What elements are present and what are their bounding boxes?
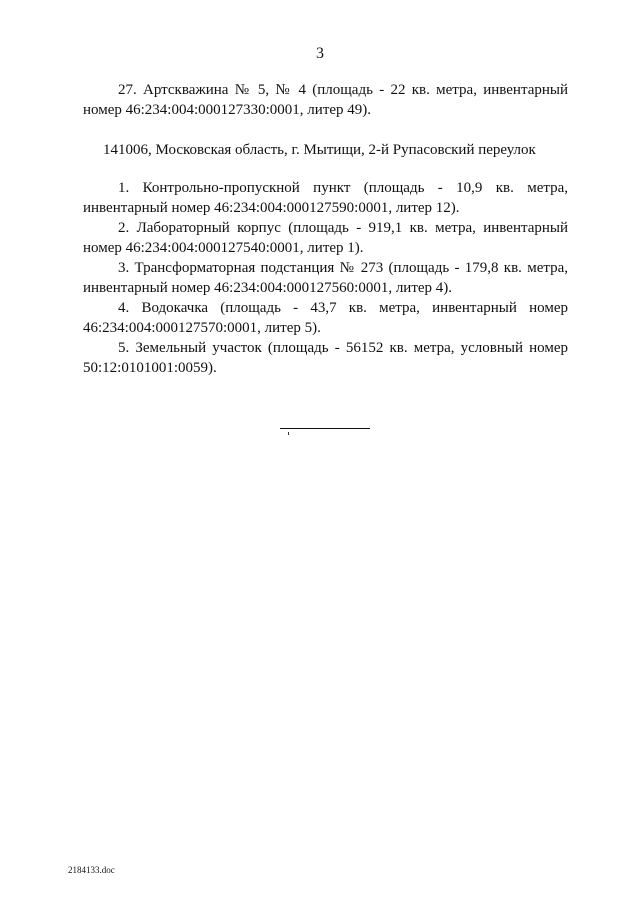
- list-item-line-2: 46:234:004:000127570:0001, литер 5).: [83, 320, 321, 336]
- list-item-line-2: номер 46:234:004:000127540:0001, литер 1).: [83, 240, 364, 256]
- list-item-line-1: 5. Земельный участок (площадь - 56152 кв. метра, условный номер: [118, 340, 568, 356]
- list-item: [83, 298, 568, 338]
- list-item-line-1: 3. Трансформаторная подстанция № 273 (площадь - 179,8 кв. метра,: [118, 260, 568, 276]
- address-items-list: [83, 178, 568, 378]
- list-item-line-2: инвентарный номер 46:234:004:000127560:0001, литер 4).: [83, 280, 453, 296]
- address-heading: 141006, Московская область, г. Мытищи, 2-й Рупасовский переулок: [103, 142, 536, 158]
- item-27-line-1: 27. Артскважина № 5, № 4 (площадь - 22 кв. метра, инвентарный: [118, 82, 568, 98]
- list-item: [83, 178, 568, 218]
- item-27: [83, 80, 568, 120]
- list-item-line-2: 50:12:0101001:0059).: [83, 360, 217, 376]
- list-item-line-1: 1. Контрольно-пропускной пункт (площадь - 10,9 кв. метра,: [118, 180, 568, 196]
- divider-tick-mark: [288, 432, 289, 435]
- list-item: [83, 338, 568, 378]
- list-item-line-1: 4. Водокачка (площадь - 43,7 кв. метра, инвентарный номер: [118, 300, 568, 316]
- page-number: 3: [316, 45, 324, 62]
- list-item: [83, 258, 568, 298]
- end-divider-line: [280, 428, 370, 429]
- footer-filename: 2184133.doc: [68, 865, 115, 875]
- list-item-line-1: 2. Лабораторный корпус (площадь - 919,1 кв. метра, инвентарный: [118, 220, 568, 236]
- list-item: [83, 218, 568, 258]
- list-item-line-2: инвентарный номер 46:234:004:000127590:0001, литер 12).: [83, 200, 460, 216]
- item-27-line-2: номер 46:234:004:000127330:0001, литер 49).: [83, 102, 372, 118]
